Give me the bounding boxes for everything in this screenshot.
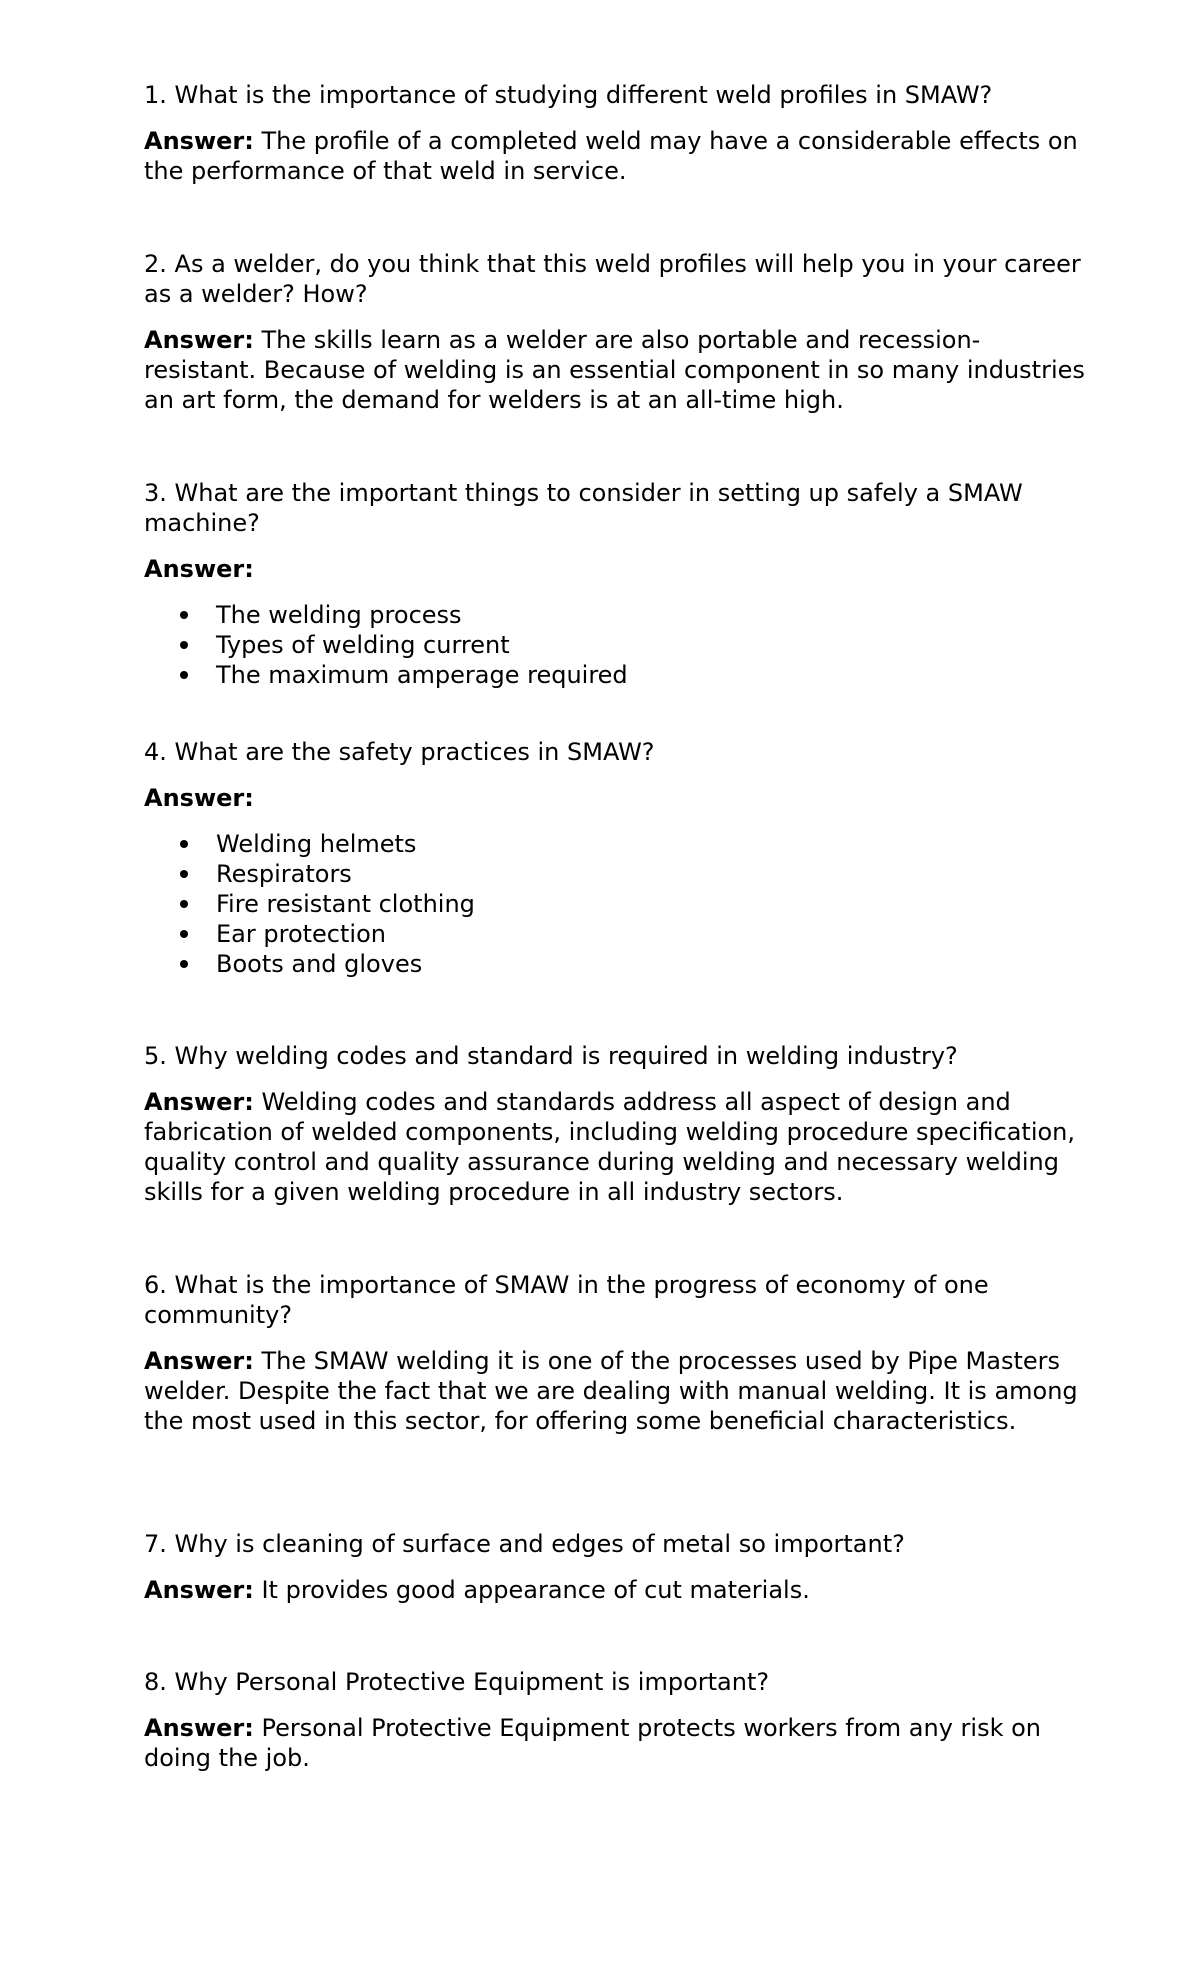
list-item-text: The welding process (216, 601, 462, 629)
answer-1 (144, 126, 1088, 186)
list-item (144, 889, 1088, 919)
list-item (144, 949, 1088, 979)
answer-label: Answer: (144, 555, 254, 583)
answer-4-list (144, 829, 1088, 979)
answer-text: It provides good appearance of cut materials. (261, 1576, 810, 1604)
answer-label: Answer: (144, 1714, 254, 1742)
qa-item-3 (144, 478, 1088, 690)
list-item (144, 660, 1088, 690)
list-item-text: Respirators (216, 860, 352, 888)
answer-3-list (144, 600, 1088, 690)
question-4: 4. What are the safety practices in SMAW? (144, 738, 655, 766)
bullet-icon (180, 870, 188, 878)
bullet-icon (180, 960, 188, 968)
list-item (144, 919, 1088, 949)
question-8: 8. Why Personal Protective Equipment is important? (144, 1668, 770, 1696)
list-item-text: Fire resistant clothing (216, 890, 475, 918)
list-item-text: Welding helmets (216, 830, 417, 858)
answer-7 (144, 1575, 1088, 1605)
question-6: 6. What is the importance of SMAW in the progress of economy of one community? (144, 1271, 989, 1329)
answer-5 (144, 1087, 1088, 1207)
answer-label: Answer: (144, 784, 254, 812)
list-item-text: The maximum amperage required (216, 661, 628, 689)
bullet-icon (180, 900, 188, 908)
answer-text: The skills learn as a welder are also portable and recession-resistant. Because of welding is an essential component in so many industries an art form, the demand for welders is at an all-time high. (144, 326, 1085, 414)
list-item (144, 600, 1088, 630)
answer-text: The SMAW welding it is one of the processes used by Pipe Masters welder. Despite the fact that we are dealing with manual welding. It is among the most used in this sector, for offering some beneficial characteristics. (144, 1347, 1078, 1435)
list-item (144, 829, 1088, 859)
question-1: 1. What is the importance of studying different weld profiles in SMAW? (144, 81, 993, 109)
answer-4 (144, 783, 1088, 813)
bullet-icon (180, 641, 188, 649)
answer-text: Welding codes and standards address all aspect of design and fabrication of welded components, including welding procedure specification, quality control and quality assurance during welding and necessary welding skills for a given welding procedure in all industry sectors. (144, 1088, 1076, 1206)
answer-text: The profile of a completed weld may have a considerable effects on the performance of that weld in service. (144, 127, 1078, 185)
bullet-icon (180, 671, 188, 679)
question-2: 2. As a welder, do you think that this weld profiles will help you in your career as a welder? How? (144, 250, 1081, 308)
answer-2 (144, 325, 1088, 415)
qa-item-2 (144, 249, 1088, 415)
qa-item-1 (144, 80, 1088, 186)
list-item (144, 859, 1088, 889)
answer-label: Answer: (144, 1576, 254, 1604)
qa-item-6 (144, 1270, 1088, 1436)
question-3: 3. What are the important things to consider in setting up safely a SMAW machine? (144, 479, 1023, 537)
qa-item-8 (144, 1667, 1088, 1773)
qa-item-4 (144, 737, 1088, 979)
answer-label: Answer: (144, 326, 254, 354)
answer-3 (144, 554, 1088, 584)
answer-label: Answer: (144, 127, 254, 155)
bullet-icon (180, 611, 188, 619)
bullet-icon (180, 840, 188, 848)
list-item-text: Types of welding current (216, 631, 510, 659)
bullet-icon (180, 930, 188, 938)
answer-text: Personal Protective Equipment protects workers from any risk on doing the job. (144, 1714, 1041, 1772)
qa-item-7 (144, 1529, 1088, 1605)
question-7: 7. Why is cleaning of surface and edges of metal so important? (144, 1530, 905, 1558)
answer-label: Answer: (144, 1088, 254, 1116)
list-item-text: Boots and gloves (216, 950, 423, 978)
answer-8 (144, 1713, 1088, 1773)
question-5: 5. Why welding codes and standard is required in welding industry? (144, 1042, 958, 1070)
answer-6 (144, 1346, 1088, 1436)
answer-label: Answer: (144, 1347, 254, 1375)
qa-item-5 (144, 1041, 1088, 1207)
list-item-text: Ear protection (216, 920, 386, 948)
list-item (144, 630, 1088, 660)
